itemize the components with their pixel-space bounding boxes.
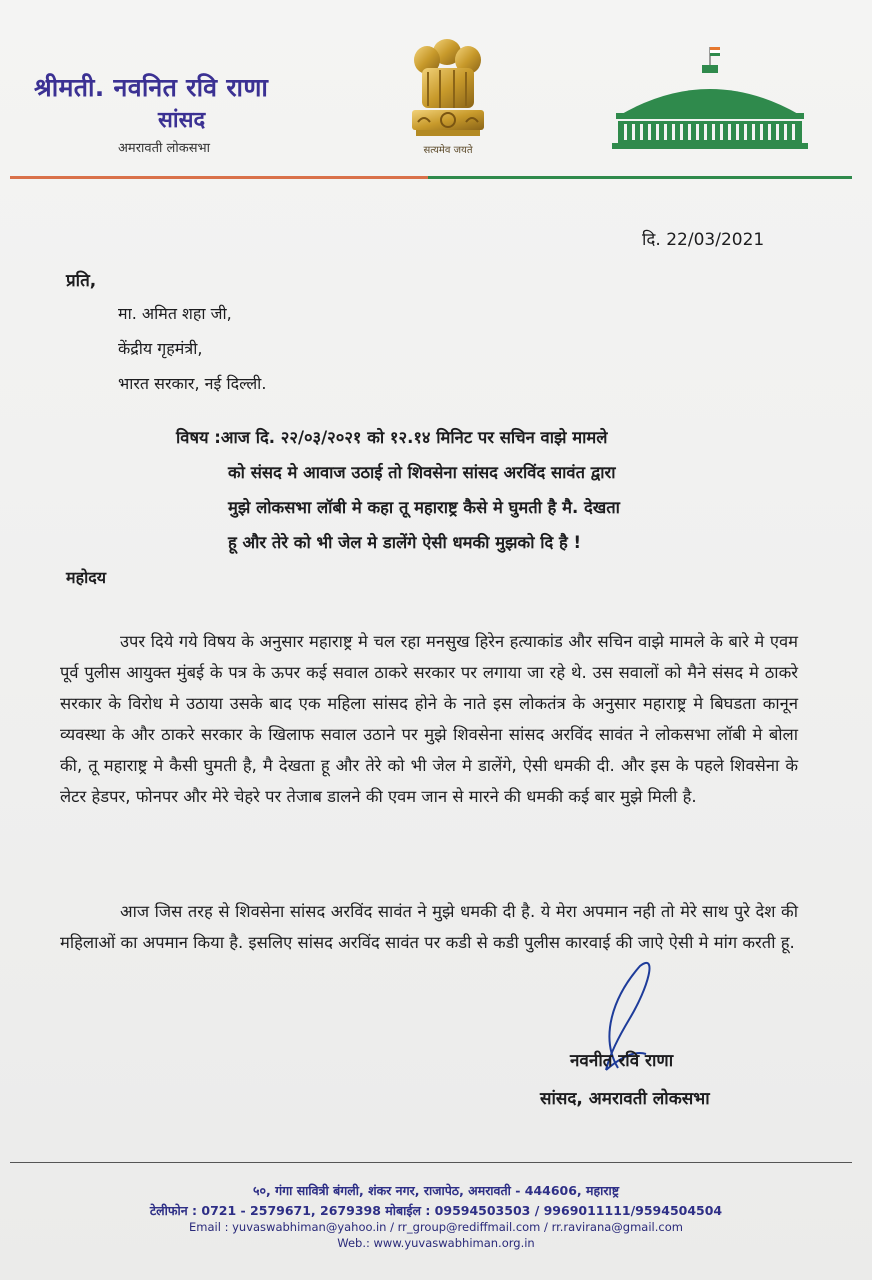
recipient-line: भारत सरकार, नई दिल्ली.	[118, 374, 267, 393]
subject-line: मुझे लोकसभा लॉबी मे कहा तू महाराष्ट्र कैसे मे घुमती है मै. देखता	[228, 498, 620, 517]
letter-date: दि. 22/03/2021	[642, 230, 765, 250]
subject-line: हू और तेरे को भी जेल मे डालेंगे ऐसी धमकी मुझको दि है !	[228, 533, 582, 552]
letterhead-rule-right	[428, 176, 852, 179]
signatory-name: नवनीत रवि राणा	[570, 1051, 674, 1071]
subject-block	[176, 420, 796, 560]
footer-website: Web.: www.yuvaswabhiman.org.in	[337, 1236, 535, 1250]
body-paragraph: आज जिस तरह से शिवसेना सांसद अरविंद सावंत ने मुझे धमकी दी है. ये मेरा अपमान नही तो मेरे साथ पुरे देश की महिलाओं का अपमान किया है. इसलिए सांसद अरविंद सावंत पर कडी से कडी पुलीस कारवाई की जाऐ ऐसी मे मांग करती हू.	[60, 902, 798, 952]
parliament-building-icon	[610, 45, 810, 155]
subject-line: को संसद मे आवाज उठाई तो शिवसेना सांसद अरविंद सावंत द्वारा	[228, 463, 616, 482]
subject-line: विषय :आज दि. २२/०३/२०२१ को १२.१४ मिनिट पर सचिन वाझे मामले	[176, 428, 608, 447]
footer-address: ५०, गंगा सावित्री बंगली, शंकर नगर, राजापेठ, अमरावती - 444606, महाराष्ट्र	[252, 1183, 620, 1198]
letterhead-constituency: अमरावती लोकसभा	[118, 141, 210, 156]
salutation: महोदय	[66, 568, 106, 587]
footer-email: Email : yuvaswabhiman@yahoo.in / rr_group@rediffmail.com / rr.ravirana@gmail.com	[189, 1220, 683, 1234]
recipient-prefix: प्रति,	[66, 271, 97, 291]
national-emblem-icon	[400, 30, 495, 160]
recipient-line: केंद्रीय गृहमंत्री,	[118, 339, 203, 358]
emblem-motto: सत्यमेव जयते	[423, 145, 473, 156]
letterhead-title: सांसद	[158, 108, 206, 133]
letterhead-name: श्रीमती. नवनित रवि राणा	[34, 73, 269, 102]
footer-phone: टेलीफोन : 0721 - 2579671, 2679398 मोबाईल : 09594503503 / 9969011111/9594504504	[149, 1203, 723, 1218]
letterhead-rule-left	[10, 176, 428, 179]
footer-rule	[10, 1162, 852, 1163]
recipient-line: मा. अमित शहा जी,	[118, 304, 232, 323]
body-paragraph: उपर दिये गये विषय के अनुसार महाराष्ट्र मे चल रहा मनसुख हिरेन हत्याकांड और सचिन वाझे मामले के बारे मे एवम पूर्व पुलीस आयुक्त मुंबई के पत्र के ऊपर कई सवाल ठाकरे सरकार पर लगाया जा रहे थे. उस सवालों को मैने संसद मे ठाकरे सरकार के विरोध मे उठाया उसके बाद एक महिला सांसद होने के नाते इस लोकतंत्र के अनुसार महाराष्ट्र मे बिघडता कानून व्यवस्था के और ठाकरे सरकार के खिलाफ सवाल उठाने पर मुझे शिवसेना सांसद अरविंद सावंत ने लोकसभा लॉबी मे बोला की, तू महाराष्ट्र मे कैसी घुमती है, मै देखता हू और तेरे को भी जेल मे डालेंगे, ऐसी धमकी दी. और इस के पहले शिवसेना के लेटर हेडपर, फोनपर और मेरे चेहरे पर तेजाब डालने की एवम जान से मारने की धमकी कई बार मुझे मिली है.	[60, 632, 798, 806]
signatory-title: सांसद, अमरावती लोकसभा	[540, 1089, 710, 1109]
